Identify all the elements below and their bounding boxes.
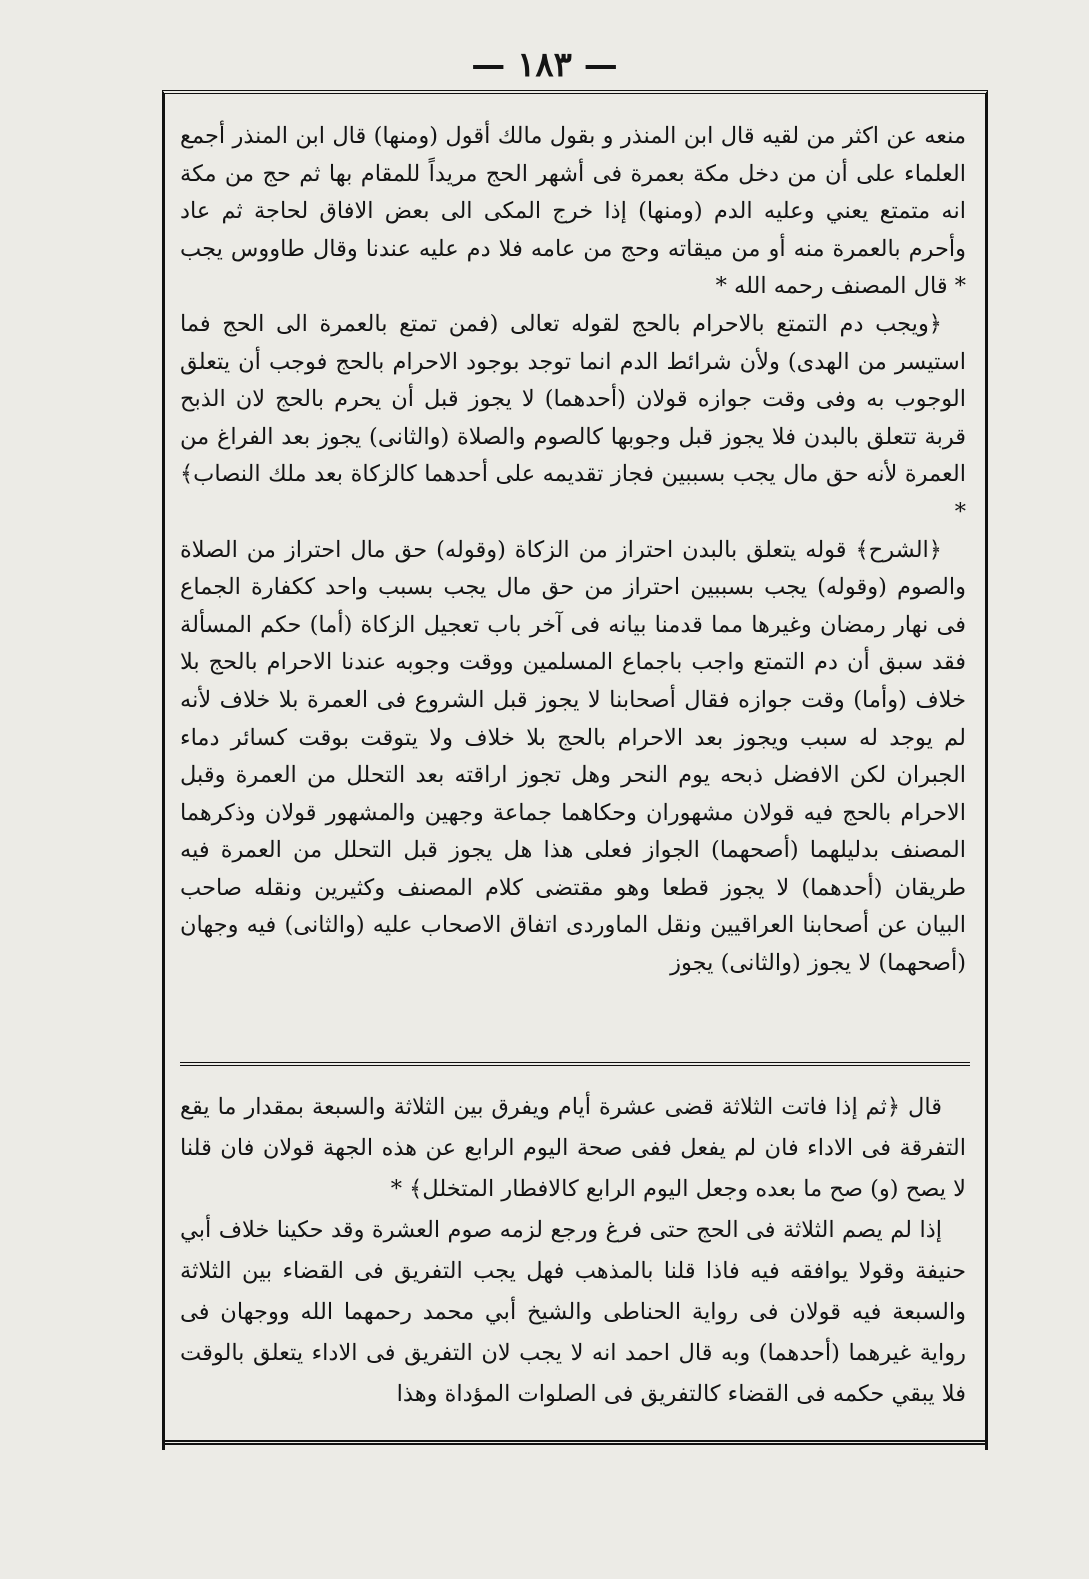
base-text-section: [180, 1087, 966, 1415]
commentary-paragraph: منعه عن اكثر من لقيه قال ابن المنذر و بقول مالك أقول (ومنها) قال ابن المنذر أجمع العلماء على أن من دخل مكة بعمرة فى أشهر الحج مريداً للمقام بها ثم حج من مكة انه متمتع يعني وعليه الدم (ومنها) إذا خرج المكى الى بعض الافاق لحاجة ثم عاد وأحرم بالعمرة منه أو من ميقاته وحج من عامه فلا دم عليه عندنا وقال طاووس يجب * قال المصنف رحمه الله *: [180, 123, 966, 300]
page-frame-bottom: [162, 1440, 988, 1445]
commentary-paragraph: ﴿الشرح﴾ قوله يتعلق بالبدن احتراز من الزكاة (وقوله) حق مال احتراز من الصلاة والصوم (وقوله) يجب بسببين احتراز من حق مال يجب بسبب واحد ككفارة الجماع فى نهار رمضان وغيرها مما قدمنا بيانه فى آخر باب تعجيل الزكاة (أما) حكم المسألة فقد سبق أن دم التمتع واجب باجماع المسلمين ووقت وجوبه عندنا الاحرام بالحج بلا خلاف (وأما) وقت جوازه فقال أصحابنا لا يجوز قبل الشروع فى العمرة بلا خلاف لأنه لم يوجد له سبب ويجوز بعد الاحرام بالحج بلا خلاف ولا يتوقت بوقت كسائر دماء الجبران لكن الافضل ذبحه يوم النحر وهل تجوز اراقته بعد التحلل من العمرة وقبل الاحرام بالحج فيه قولان مشهوران وحكاهما جماعة وجهين والمشهور قولان وذكرهما المصنف بدليلهما (أصحهما) الجواز فعلى هذا هل يجوز قبل التحلل من العمرة فيه طريقان (أحدهما) لا يجوز قطعا وهو مقتضى كلام المصنف وكثيرين ونقله صاحب البيان عن أصحابنا العراقيين ونقل الماوردى اتفاق الاصحاب عليه (والثانى) فيه وجهان (أصحهما) لا يجوز (والثانى) يجوز: [180, 536, 966, 977]
page-number: — ١٨٣ —: [471, 45, 618, 85]
section-divider: [180, 1062, 970, 1066]
commentary-section: [180, 118, 966, 983]
base-text-paragraph: إذا لم يصم الثلاثة فى الحج حتى فرغ ورجع لزمه صوم العشرة وقد حكينا خلاف أبي حنيفة وقولا يوافقه فيه فاذا قلنا بالمذهب فهل يجب التفريق فى القضاء بين الثلاثة والسبعة فيه قولان فى رواية الحناطى والشيخ أبي محمد رحمهما الله ووجهان فى رواية غيرهما (أحدهما) وبه قال احمد انه لا يجب لان التفريق فى الاداء يتعلق بالوقت فلا يبقي حكمه فى القضاء كالتفريق فى الصلوات المؤداة وهذا: [180, 1217, 966, 1407]
commentary-paragraph: ﴿ويجب دم التمتع بالاحرام بالحج لقوله تعالى (فمن تمتع بالعمرة الى الحج فما استيسر من الهدى) ولأن شرائط الدم انما توجد بوجود الاحرام بالحج فوجب أن يتعلق الوجوب به وفى وقت جوازه قولان (أحدهما) لا يجوز قبل أن يحرم بالحج لان الذبح قربة تتعلق بالبدن فلا يجوز قبل وجوبها كالصوم والصلاة (والثانى) يجوز بعد الفراغ من العمرة لأنه حق مال يجب بسببين فجاز تقديمه على أحدهما كالزكاة بعد ملك النصاب﴾ *: [180, 310, 966, 525]
base-text-paragraph: قال ﴿ثم إذا فاتت الثلاثة قضى عشرة أيام ويفرق بين الثلاثة والسبعة بمقدار ما يقع التفرقة فى الاداء فان لم يفعل ففى صحة اليوم الرابع عن هذه الجهة قولان فان قلنا لا يصح (و) صح ما بعده وجعل اليوم الرابع كالافطار المتخلل﴾ *: [180, 1094, 966, 1202]
